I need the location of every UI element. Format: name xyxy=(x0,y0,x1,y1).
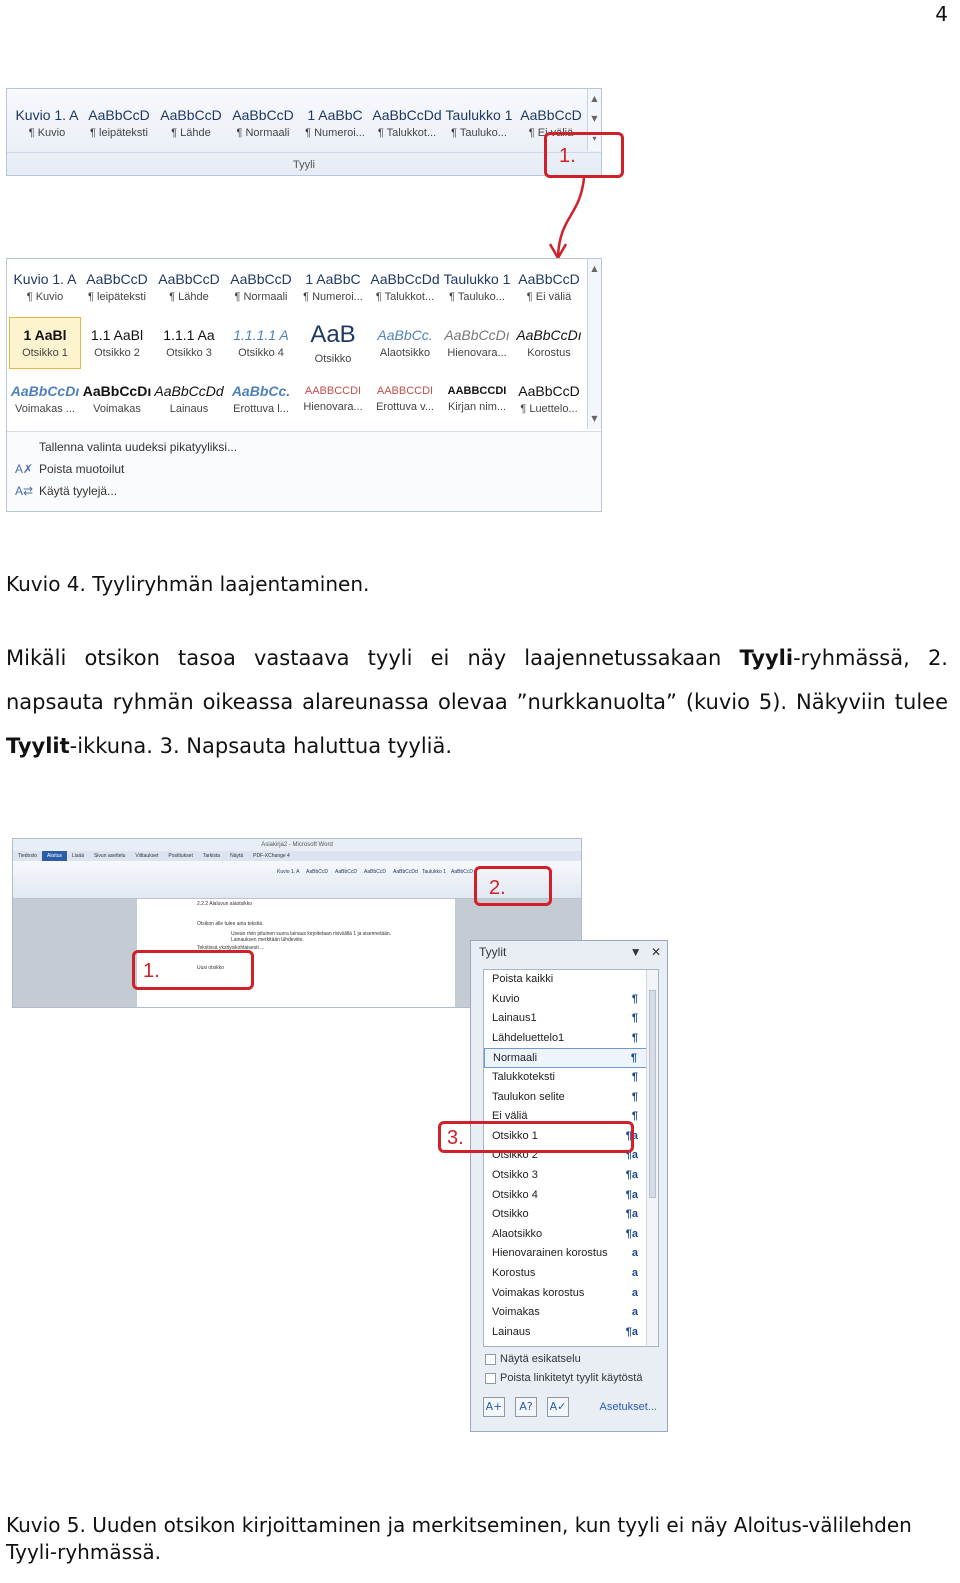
style-sample: AaBbCc. xyxy=(231,383,291,399)
ribbon-tab[interactable]: PDF-XChange 4 xyxy=(253,853,290,859)
style-name: ¶ Luettelo... xyxy=(520,403,578,415)
ribbon-style-thumb[interactable]: AaBbCcD xyxy=(335,869,357,875)
doc-line: Lainauksen merkitään lähdeviite. xyxy=(231,937,304,943)
ribbon-tab[interactable]: Näytä xyxy=(230,853,244,859)
styles-list xyxy=(483,969,659,1347)
styles-pane xyxy=(470,940,668,1432)
ribbon-style-thumb[interactable]: Kuvio 1. A xyxy=(277,869,300,875)
disable-linked-styles-checkbox[interactable]: Poista linkitetyt tyylit käytöstä xyxy=(485,1372,642,1384)
style-name: ¶ Normaali xyxy=(236,127,290,139)
style-list-name: Otsikko 1 xyxy=(492,1129,538,1142)
style-gallery-item[interactable] xyxy=(297,261,369,313)
style-sample: 1.1.1 Aa xyxy=(163,327,215,343)
style-gallery-item[interactable] xyxy=(225,317,297,369)
ribbon-tab[interactable]: Tiedosto xyxy=(18,853,37,859)
style-list-name: Poista kaikki xyxy=(492,973,554,985)
style-name: ¶ Kuvio xyxy=(26,291,64,303)
style-list-name: Voimakas xyxy=(492,1306,540,1319)
style-sample: 1 AaBbC xyxy=(307,107,363,123)
save-quick-style-item[interactable]: Tallenna valinta uudeksi pikatyyliksi... xyxy=(39,440,238,454)
style-name: ¶ Numeroi... xyxy=(303,291,363,303)
callout-box-2 xyxy=(474,866,552,906)
style-name: ¶ Lähde xyxy=(169,291,209,303)
list-scrollbar[interactable] xyxy=(646,970,658,1346)
style-type-icon: ¶ xyxy=(631,1110,638,1123)
style-list-name: Lainaus xyxy=(492,1325,531,1338)
styles-ribbon-group xyxy=(6,88,602,176)
paragraph-text: Mikäli otsikon tasoa vastaava tyyli ei näy laajennetussakaan xyxy=(6,646,740,670)
callout-label: 1. xyxy=(143,960,160,982)
style-gallery-item[interactable] xyxy=(83,97,155,149)
scroll-up-icon[interactable]: ▲ xyxy=(591,94,598,103)
ribbon-tab[interactable]: Viittaukset xyxy=(135,853,159,859)
manage-styles-icon[interactable]: A✓ xyxy=(547,1397,569,1417)
pane-buttons xyxy=(483,1397,579,1417)
style-sample: AABBCCDI xyxy=(376,385,434,397)
style-list-item[interactable] xyxy=(484,1088,658,1108)
scroll-down-icon[interactable]: ▼ xyxy=(591,414,598,423)
paragraph-text: -ryhmässä, 2. napsauta ryhmän oikeassa alareunassa olevaa ”nurkkanuolta” (kuvio 5). Näkyviin tulee xyxy=(6,646,948,714)
apply-styles-icon: A⇄ xyxy=(14,484,34,498)
style-type-icon: a xyxy=(631,1286,638,1299)
style-gallery-item[interactable] xyxy=(225,373,297,425)
doc-line: Usean rivin pituinen suora lainaus kirjoitetaan rivivälillä 1 ja sisennetään. xyxy=(231,931,392,937)
style-name: Otsikko 3 xyxy=(166,347,212,359)
page-number: 4 xyxy=(935,2,948,26)
scroll-thumb[interactable] xyxy=(649,990,656,1198)
close-icon[interactable]: ✕ xyxy=(650,945,661,959)
style-gallery-item[interactable] xyxy=(81,317,153,369)
paragraph-text: -ikkuna. 3. Napsauta haluttua tyyliä. xyxy=(69,734,453,758)
style-gallery-item[interactable] xyxy=(9,317,81,369)
style-list-item[interactable] xyxy=(484,1244,658,1264)
style-list-item[interactable] xyxy=(484,1284,658,1304)
style-sample: AaBbCcD xyxy=(520,107,582,123)
window-title: Asiakirja2 - Microsoft Word xyxy=(13,839,581,851)
style-type-icon: ¶a xyxy=(625,1208,638,1221)
style-list-item[interactable] xyxy=(484,970,658,990)
style-type-icon: a xyxy=(631,1266,638,1279)
ribbon-style-thumb[interactable]: AaBbCcD xyxy=(451,869,473,875)
style-list-name: Lainaus1 xyxy=(492,1012,537,1025)
style-gallery-item[interactable] xyxy=(369,317,441,369)
style-name: Hienovara... xyxy=(303,401,363,413)
style-sample: AaBbCcD xyxy=(518,383,580,399)
callout-box-1 xyxy=(544,132,624,178)
style-list-name: Otsikko 3 xyxy=(492,1168,538,1181)
pane-header xyxy=(479,945,661,965)
style-type-icon: a xyxy=(631,1247,638,1260)
style-list-item[interactable] xyxy=(484,990,658,1010)
style-type-icon: ¶ xyxy=(631,1070,638,1083)
style-gallery-item[interactable] xyxy=(297,373,369,425)
callout-label: 2. xyxy=(489,877,506,899)
style-sample: 1.1 AaBl xyxy=(90,327,144,343)
style-list-name: Otsikko 4 xyxy=(492,1188,538,1201)
style-list-name: Kuvio xyxy=(492,992,520,1005)
style-gallery-item[interactable] xyxy=(81,261,153,313)
style-type-icon: ¶a xyxy=(625,1188,638,1201)
style-name: Alaotsikko xyxy=(379,347,431,359)
pane-controls xyxy=(630,945,661,959)
style-list-item[interactable] xyxy=(484,1068,658,1088)
style-type-icon: ¶a xyxy=(625,1168,638,1181)
style-gallery-item[interactable] xyxy=(513,317,585,369)
doc-line: Otsikon alle tulee aina tekstiä. xyxy=(197,921,264,927)
doc-new-heading[interactable]: Uusi otsikko xyxy=(197,965,224,971)
style-sample: Taulukko 1 xyxy=(443,271,511,287)
style-list-item[interactable] xyxy=(484,1225,658,1245)
style-gallery-item[interactable] xyxy=(297,317,369,369)
gallery-menu xyxy=(7,431,601,511)
style-gallery-item[interactable] xyxy=(513,373,585,425)
ribbon-style-thumb[interactable]: AaBbCcD xyxy=(306,869,328,875)
style-sample: AaBbCcD xyxy=(88,107,150,123)
style-type-icon: ¶ xyxy=(631,1031,638,1044)
style-sample: AaB xyxy=(310,321,356,348)
apply-styles-item[interactable]: A⇄ Käytä tyylejä... xyxy=(14,484,118,498)
style-name: ¶ Tauluko... xyxy=(451,127,507,139)
style-sample: AaBbCcD xyxy=(230,271,292,287)
style-sample: AaBbCcDd xyxy=(372,107,442,123)
style-type-icon: ¶a xyxy=(625,1129,638,1142)
style-name: ¶ leipäteksti xyxy=(88,291,146,303)
style-gallery-item[interactable] xyxy=(9,261,81,313)
checkbox-icon[interactable] xyxy=(485,1373,496,1384)
style-name: Otsikko 1 xyxy=(22,347,68,359)
style-gallery-item[interactable] xyxy=(153,373,225,425)
ribbon-style-thumb[interactable]: Taulukko 1 xyxy=(422,869,446,875)
style-sample: AaBbCcDı xyxy=(444,327,510,343)
body-paragraph xyxy=(6,636,948,768)
paragraph-bold: Tyylit xyxy=(6,734,70,758)
style-gallery-item[interactable] xyxy=(9,373,81,425)
style-list-name: Korostus xyxy=(492,1266,536,1279)
style-gallery-item[interactable] xyxy=(441,373,513,425)
style-gallery-item[interactable] xyxy=(513,261,585,313)
style-gallery-item[interactable] xyxy=(225,261,297,313)
style-name: ¶ Kuvio xyxy=(28,127,66,139)
ribbon-style-thumb[interactable]: AaBbCcD xyxy=(364,869,386,875)
pane-title: Tyylit xyxy=(479,945,507,959)
style-list-item[interactable] xyxy=(484,1186,658,1206)
style-name: Otsikko 2 xyxy=(94,347,140,359)
style-gallery-item[interactable] xyxy=(155,97,227,149)
style-list-item[interactable] xyxy=(484,1166,658,1186)
style-sample: AaBbCcDı xyxy=(516,327,582,343)
ribbon-tab[interactable]: Aloitus xyxy=(42,851,67,861)
style-name: ¶ Tauluko... xyxy=(449,291,505,303)
style-gallery-item[interactable] xyxy=(369,261,441,313)
options-link[interactable]: Asetukset... xyxy=(599,1401,657,1413)
style-type-icon: ¶ xyxy=(631,1012,638,1025)
quick-styles-row xyxy=(11,97,587,149)
gallery-scroll[interactable] xyxy=(587,259,601,429)
style-gallery-item[interactable] xyxy=(153,261,225,313)
style-gallery-item[interactable] xyxy=(299,97,371,149)
style-list-item[interactable] xyxy=(484,1323,658,1343)
style-list-name: Hienovarainen korostus xyxy=(492,1247,608,1260)
style-list-name: Lähdeluettelo1 xyxy=(492,1031,565,1044)
style-sample: AaBbCc. xyxy=(377,327,433,343)
style-name: ¶ Lähde xyxy=(171,127,211,139)
ribbon-tab[interactable]: Lisää xyxy=(72,853,84,859)
style-name: Lainaus xyxy=(169,403,209,415)
figure-4-caption: Kuvio 4. Tyyliryhmän laajentaminen. xyxy=(6,572,370,596)
style-type-icon: ¶ xyxy=(630,1052,637,1065)
style-name: ¶ Numeroi... xyxy=(305,127,365,139)
style-name: ¶ Talukkot... xyxy=(375,291,435,303)
style-gallery-item[interactable] xyxy=(11,97,83,149)
style-sample: AaBbCcD xyxy=(518,271,580,287)
style-gallery-item[interactable] xyxy=(227,97,299,149)
clear-format-icon: A✗ xyxy=(14,462,34,476)
scroll-up-icon[interactable]: ▲ xyxy=(591,264,598,273)
style-sample: 1 AaBbC xyxy=(305,271,361,287)
style-list-item[interactable] xyxy=(484,1029,658,1049)
style-list-name: Alaotsikko xyxy=(492,1227,543,1240)
style-type-icon: ¶a xyxy=(625,1325,638,1338)
style-sample: AaBbCcD xyxy=(86,271,148,287)
new-style-icon[interactable]: A+ xyxy=(483,1397,505,1417)
gallery-row-1 xyxy=(9,261,585,313)
style-name: Erottuva l... xyxy=(233,403,289,415)
gallery-row-2 xyxy=(9,317,585,369)
show-preview-checkbox[interactable]: Näytä esikatselu xyxy=(485,1353,581,1365)
style-sample: AaBbCcDd xyxy=(154,383,224,399)
callout-label: 1. xyxy=(559,145,576,167)
style-sample: 1.1.1.1 A xyxy=(233,327,289,343)
paragraph-bold: Tyyli xyxy=(739,646,794,670)
style-list-item[interactable] xyxy=(484,1303,658,1323)
style-sample: Kuvio 1. A xyxy=(13,271,77,287)
gallery-row-3 xyxy=(9,373,585,425)
style-sample: AaBbCcDd xyxy=(370,271,440,287)
style-name: Voimakas ... xyxy=(15,403,75,415)
style-name: ¶ Talukkot... xyxy=(377,127,437,139)
style-inspector-icon[interactable]: A? xyxy=(515,1397,537,1417)
style-list-name: Talukkoteksti xyxy=(492,1070,555,1083)
style-name: ¶ Ei väliä xyxy=(526,291,572,303)
expanded-styles-gallery xyxy=(6,258,602,512)
style-type-icon: ¶a xyxy=(625,1227,638,1240)
ribbon-tab[interactable]: Tarkista xyxy=(202,853,221,859)
style-name: Erottuva v... xyxy=(376,401,434,413)
ribbon-tab[interactable]: Sivun asettelu xyxy=(93,853,126,859)
more-styles-icon[interactable]: ▾ xyxy=(592,134,597,143)
style-name: Korostus xyxy=(527,347,571,359)
figure-5-caption: Kuvio 5. Uuden otsikon kirjoittaminen ja merkitseminen, kun tyyli ei näy Aloitus-välilehden Tyyli-ryhmässä. xyxy=(6,1513,912,1564)
style-list-name: Taulukon selite xyxy=(492,1090,565,1103)
style-name: ¶ Ei väliä xyxy=(528,127,574,139)
ribbon-tab[interactable]: Postitukset xyxy=(168,853,193,859)
ribbon-style-thumb[interactable]: AaBbCcDd xyxy=(393,869,418,875)
style-list-name: Otsikko xyxy=(492,1208,529,1221)
style-name: Otsikko xyxy=(314,353,352,365)
style-sample: AABBCCDI xyxy=(304,385,362,397)
style-gallery-item[interactable] xyxy=(441,261,513,313)
style-list-name: Voimakas korostus xyxy=(492,1286,585,1299)
arrow-icon xyxy=(540,176,600,266)
checkbox-icon[interactable] xyxy=(485,1354,496,1365)
style-sample: 1 AaBl xyxy=(23,327,67,343)
style-list-name: Otsikko 2 xyxy=(492,1149,538,1162)
style-gallery-item[interactable] xyxy=(441,317,513,369)
style-gallery-item[interactable] xyxy=(371,97,443,149)
style-name: Hienovara... xyxy=(447,347,507,359)
style-list-item[interactable] xyxy=(484,1205,658,1225)
style-sample: AaBbCcD xyxy=(232,107,294,123)
style-sample: AaBbCcD xyxy=(158,271,220,287)
group-label: Tyyli xyxy=(7,152,601,171)
callout-label: 3. xyxy=(447,1127,464,1149)
style-type-icon: ¶ xyxy=(631,1090,638,1103)
style-name: Voimakas xyxy=(93,403,141,415)
style-gallery-item[interactable] xyxy=(153,317,225,369)
scroll-down-icon[interactable]: ▼ xyxy=(591,114,598,123)
style-sample: Taulukko 1 xyxy=(445,107,513,123)
style-name: Kirjan nim... xyxy=(447,401,507,413)
dropdown-icon[interactable]: ▼ xyxy=(629,945,642,959)
style-sample: Kuvio 1. A xyxy=(15,107,79,123)
style-list-item[interactable] xyxy=(484,1009,658,1029)
style-gallery-item[interactable] xyxy=(443,97,515,149)
style-sample: AaBbCcDı xyxy=(82,383,152,399)
style-list-item[interactable] xyxy=(484,1048,658,1068)
style-type-icon: ¶ xyxy=(631,992,638,1005)
callout-box-3 xyxy=(438,1121,634,1153)
style-sample: AaBbCcDı xyxy=(10,383,80,399)
clear-formatting-item[interactable]: A✗ Poista muotoilut xyxy=(14,462,125,476)
style-name: Otsikko 4 xyxy=(238,347,284,359)
style-type-icon: ¶a xyxy=(625,1149,638,1162)
style-list-item[interactable] xyxy=(484,1264,658,1284)
style-list-name: Ei väliä xyxy=(492,1110,528,1123)
style-sample: AABBCCDI xyxy=(447,385,507,397)
doc-line: Tekstissä yksityiskohtaisesti ... xyxy=(197,945,265,951)
style-name: ¶ Normaali xyxy=(234,291,288,303)
style-list-name: Normaali xyxy=(493,1052,538,1065)
ribbon-tabs xyxy=(13,851,581,861)
style-name: ¶ leipäteksti xyxy=(90,127,148,139)
style-type-icon: a xyxy=(631,1306,638,1319)
style-sample: AaBbCcD xyxy=(160,107,222,123)
style-gallery-item[interactable] xyxy=(369,373,441,425)
style-gallery-item[interactable] xyxy=(81,373,153,425)
callout-box-1 xyxy=(132,950,254,990)
doc-heading: 2.2.2 Alaluvun alaotsikko xyxy=(197,901,253,907)
